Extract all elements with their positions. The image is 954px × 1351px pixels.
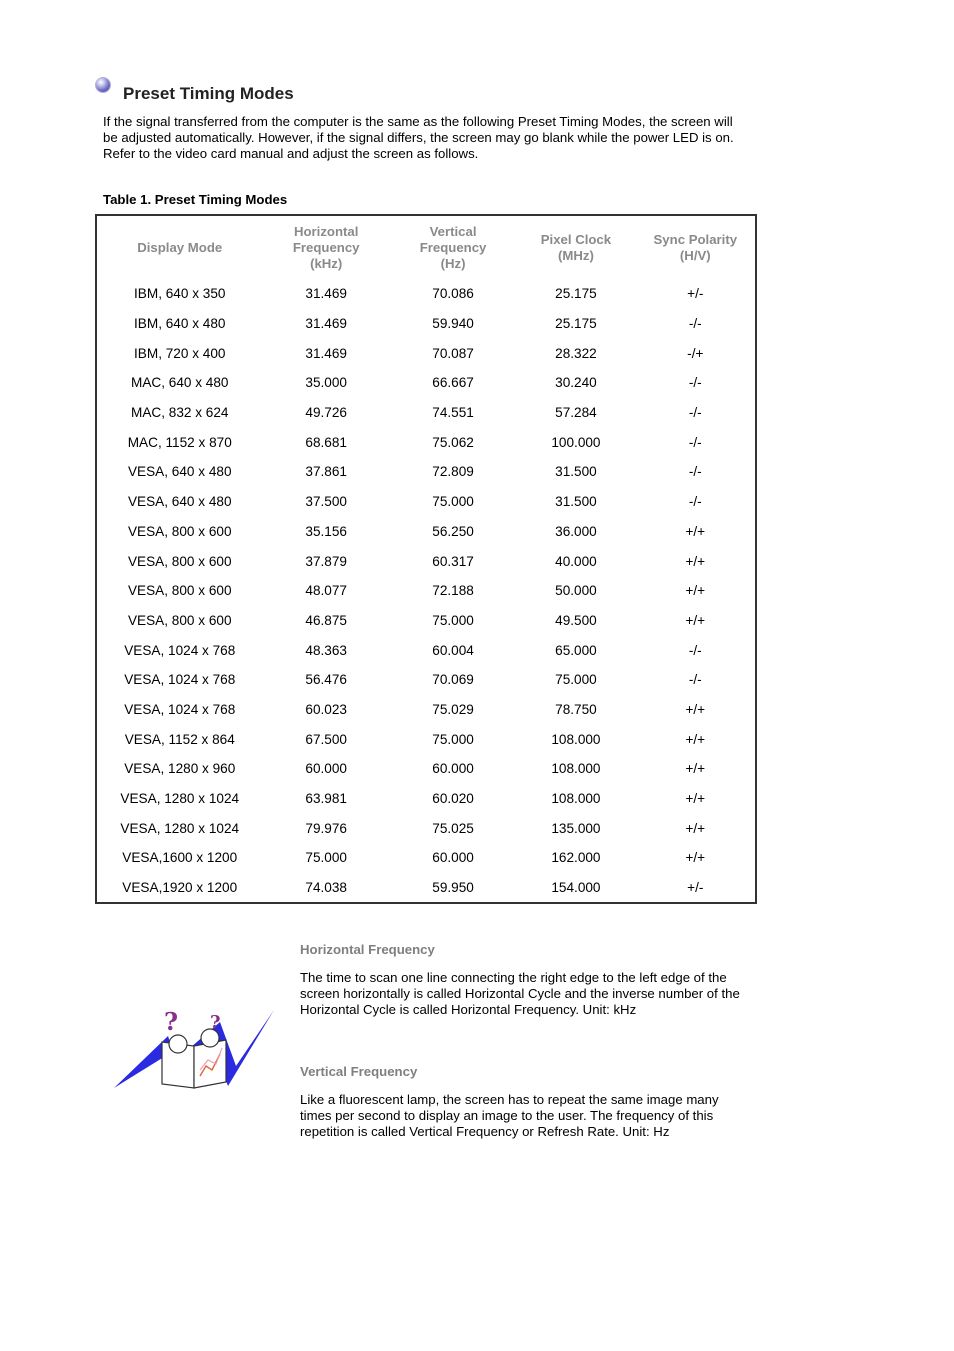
horizontal-frequency-text: The time to scan one line connecting the right edge to the left edge of the screen horizontally is called Horizontal Cycle and the inverse number of the Horizontal Cycle is called Horizontal Frequency. Unit: kHz <box>300 970 740 1017</box>
table-row <box>96 873 756 904</box>
table-cell: VESA, 1152 x 864 <box>124 731 235 747</box>
table-cell: 60.023 <box>305 701 347 717</box>
table-cell: VESA, 1024 x 768 <box>124 701 236 717</box>
table-cell: VESA, 800 x 600 <box>127 612 232 628</box>
table-row <box>96 457 756 487</box>
round-bullet-icon <box>96 78 110 92</box>
column-header-line: Sync Polarity <box>653 231 738 247</box>
table-cell: 31.500 <box>555 494 597 510</box>
table-header-row <box>96 215 756 279</box>
table-row <box>96 398 756 428</box>
table-cell: 56.250 <box>432 523 474 539</box>
table-cell: +/+ <box>685 791 706 807</box>
table-body <box>96 279 756 903</box>
table-cell: 75.000 <box>432 612 474 628</box>
table-cell: 79.976 <box>305 820 347 836</box>
table-cell: 75.062 <box>432 434 474 450</box>
table-cell: VESA, 1024 x 768 <box>124 642 236 658</box>
table-row <box>96 338 756 368</box>
column-header-line: (kHz) <box>310 255 343 271</box>
table-cell: 59.950 <box>432 880 474 896</box>
column-header-line: Display Mode <box>137 239 223 255</box>
intro-paragraph: If the signal transferred from the computer is the same as the following Preset Timing Modes, the screen will be adjusted automatically. However, if the signal differs, the screen may go blank while the power LED is on. Refer to the video card manual and adjust the screen as follows. <box>103 114 734 161</box>
table-cell: 72.188 <box>432 583 474 599</box>
table-cell: -/- <box>688 642 702 658</box>
table-cell: -/- <box>688 672 702 688</box>
table-cell: 75.025 <box>432 820 474 836</box>
table-cell: +/+ <box>685 850 706 866</box>
question-book-icon <box>112 1008 276 1092</box>
column-header-line: Vertical <box>429 223 477 239</box>
table-cell: 65.000 <box>555 642 597 658</box>
table-row <box>96 635 756 665</box>
column-header-line: (Hz) <box>440 255 466 271</box>
column-header-line: (MHz) <box>557 247 594 263</box>
table-cell: 35.000 <box>305 375 347 391</box>
table-cell: 108.000 <box>551 761 601 777</box>
table-cell: +/- <box>687 286 704 302</box>
table-cell: -/- <box>688 464 702 480</box>
column-header-line: Horizontal <box>293 223 359 239</box>
table-cell: 31.469 <box>305 345 347 361</box>
table-cell: 48.363 <box>305 642 347 658</box>
table-cell: -/- <box>688 375 702 391</box>
table-cell: 74.551 <box>432 405 474 421</box>
table-cell: 78.750 <box>555 701 597 717</box>
table-cell: 59.940 <box>432 316 474 332</box>
column-header <box>96 215 263 279</box>
column-header <box>516 215 635 279</box>
table-cell: 60.004 <box>432 642 474 658</box>
table-cell: VESA, 640 x 480 <box>127 464 232 480</box>
table-row <box>96 279 756 309</box>
table-cell: VESA, 1280 x 1024 <box>120 820 240 836</box>
table-cell: 36.000 <box>555 523 597 539</box>
table-cell: -/- <box>688 434 702 450</box>
table-row <box>96 695 756 725</box>
table-cell: VESA, 800 x 600 <box>127 553 232 569</box>
table-cell: 31.469 <box>305 286 347 302</box>
table-cell: +/+ <box>685 612 706 628</box>
table-row <box>96 517 756 547</box>
table-cell: 25.175 <box>555 316 597 332</box>
table-cell: +/+ <box>685 731 706 747</box>
table-cell: 70.087 <box>432 345 474 361</box>
table-cell: 48.077 <box>305 583 347 599</box>
table-cell: 60.020 <box>432 791 474 807</box>
table-cell: +/+ <box>685 701 706 717</box>
table-cell: 37.861 <box>305 464 347 480</box>
table-cell: 66.667 <box>432 375 474 391</box>
table-row <box>96 724 756 754</box>
preset-timing-table <box>95 214 757 904</box>
column-header <box>263 215 390 279</box>
table-cell: VESA, 800 x 600 <box>127 583 232 599</box>
horizontal-frequency-heading: Horizontal Frequency <box>300 942 435 957</box>
column-header <box>390 215 516 279</box>
table-row <box>96 309 756 339</box>
table-cell: 40.000 <box>555 553 597 569</box>
table-cell: 31.469 <box>305 316 347 332</box>
table-cell: 30.240 <box>555 375 597 391</box>
table-cell: IBM, 720 x 400 <box>134 345 226 361</box>
table-cell: 135.000 <box>551 820 601 836</box>
table-cell: 60.000 <box>432 850 474 866</box>
table-cell: 75.000 <box>555 672 597 688</box>
table-cell: 100.000 <box>551 434 601 450</box>
table-cell: 67.500 <box>305 731 347 747</box>
table-cell: 37.500 <box>305 494 347 510</box>
table-cell: 60.000 <box>432 761 474 777</box>
column-header-line: Frequency <box>292 239 360 255</box>
column-header <box>636 215 756 279</box>
table-cell: VESA,1600 x 1200 <box>122 850 238 866</box>
table-row <box>96 843 756 873</box>
table-cell: 56.476 <box>305 672 347 688</box>
table-cell: VESA, 1280 x 1024 <box>120 791 240 807</box>
table-cell: MAC, 832 x 624 <box>131 405 229 421</box>
table-caption: Table 1. Preset Timing Modes <box>103 192 288 207</box>
column-header-line: Pixel Clock <box>540 231 612 247</box>
table-cell: +/- <box>687 880 704 896</box>
table-row <box>96 665 756 695</box>
table-row <box>96 784 756 814</box>
table-cell: 75.000 <box>305 850 347 866</box>
table-cell: 35.156 <box>305 523 347 539</box>
table-cell: 60.317 <box>432 553 474 569</box>
table-row <box>96 606 756 636</box>
table-cell: VESA, 1024 x 768 <box>124 672 236 688</box>
table-cell: +/+ <box>685 761 706 777</box>
table-cell: 49.726 <box>305 405 347 421</box>
table-cell: VESA,1920 x 1200 <box>122 880 238 896</box>
svg-text:?: ? <box>164 1008 179 1036</box>
table-cell: VESA, 1280 x 960 <box>124 761 236 777</box>
table-cell: -/- <box>688 494 702 510</box>
table-cell: -/- <box>688 316 702 332</box>
table-cell: 72.809 <box>432 464 474 480</box>
table-cell: 31.500 <box>555 464 597 480</box>
table-cell: +/+ <box>685 583 706 599</box>
vertical-frequency-heading: Vertical Frequency <box>300 1064 418 1079</box>
table-cell: +/+ <box>685 553 706 569</box>
table-cell: 108.000 <box>551 791 601 807</box>
table-row <box>96 576 756 606</box>
table-cell: 60.000 <box>305 761 347 777</box>
column-header-line: Frequency <box>419 239 487 255</box>
table-cell: 68.681 <box>305 434 347 450</box>
table-cell: 63.981 <box>305 791 347 807</box>
table-cell: 70.069 <box>432 672 474 688</box>
vertical-frequency-text: Like a fluorescent lamp, the screen has to repeat the same image many times per second to display an image to the user. The frequency of this repetition is called Vertical Frequency or Refresh Rate. Unit: Hz <box>300 1092 719 1139</box>
table-cell: MAC, 1152 x 870 <box>127 434 232 450</box>
table-cell: +/+ <box>685 523 706 539</box>
table-row <box>96 546 756 576</box>
table-cell: 50.000 <box>555 583 597 599</box>
table-cell: VESA, 640 x 480 <box>127 494 232 510</box>
table-cell: 75.000 <box>432 731 474 747</box>
table-cell: 75.029 <box>432 701 474 717</box>
svg-text:?: ? <box>210 1012 221 1033</box>
column-header-line: (H/V) <box>679 247 711 263</box>
table-row <box>96 813 756 843</box>
table-cell: 162.000 <box>551 850 601 866</box>
page-title: Preset Timing Modes <box>123 84 294 103</box>
table-cell: 108.000 <box>551 731 601 747</box>
table-row <box>96 754 756 784</box>
table-cell: IBM, 640 x 350 <box>134 286 226 302</box>
table-row <box>96 487 756 517</box>
table-cell: 154.000 <box>551 880 601 896</box>
table-cell: 28.322 <box>555 345 597 361</box>
table-cell: 74.038 <box>305 880 347 896</box>
table-cell: 49.500 <box>555 612 597 628</box>
table-cell: -/+ <box>687 345 704 361</box>
table-cell: 70.086 <box>432 286 474 302</box>
table-cell: 57.284 <box>555 405 597 421</box>
table-row <box>96 368 756 398</box>
table-cell: VESA, 800 x 600 <box>127 523 232 539</box>
table-cell: 37.879 <box>305 553 347 569</box>
table-cell: +/+ <box>685 820 706 836</box>
table-cell: MAC, 640 x 480 <box>131 375 229 391</box>
table-cell: -/- <box>688 405 702 421</box>
table-cell: 46.875 <box>305 612 347 628</box>
table-cell: 75.000 <box>432 494 474 510</box>
table-row <box>96 427 756 457</box>
table-cell: 25.175 <box>555 286 597 302</box>
table-cell: IBM, 640 x 480 <box>134 316 226 332</box>
